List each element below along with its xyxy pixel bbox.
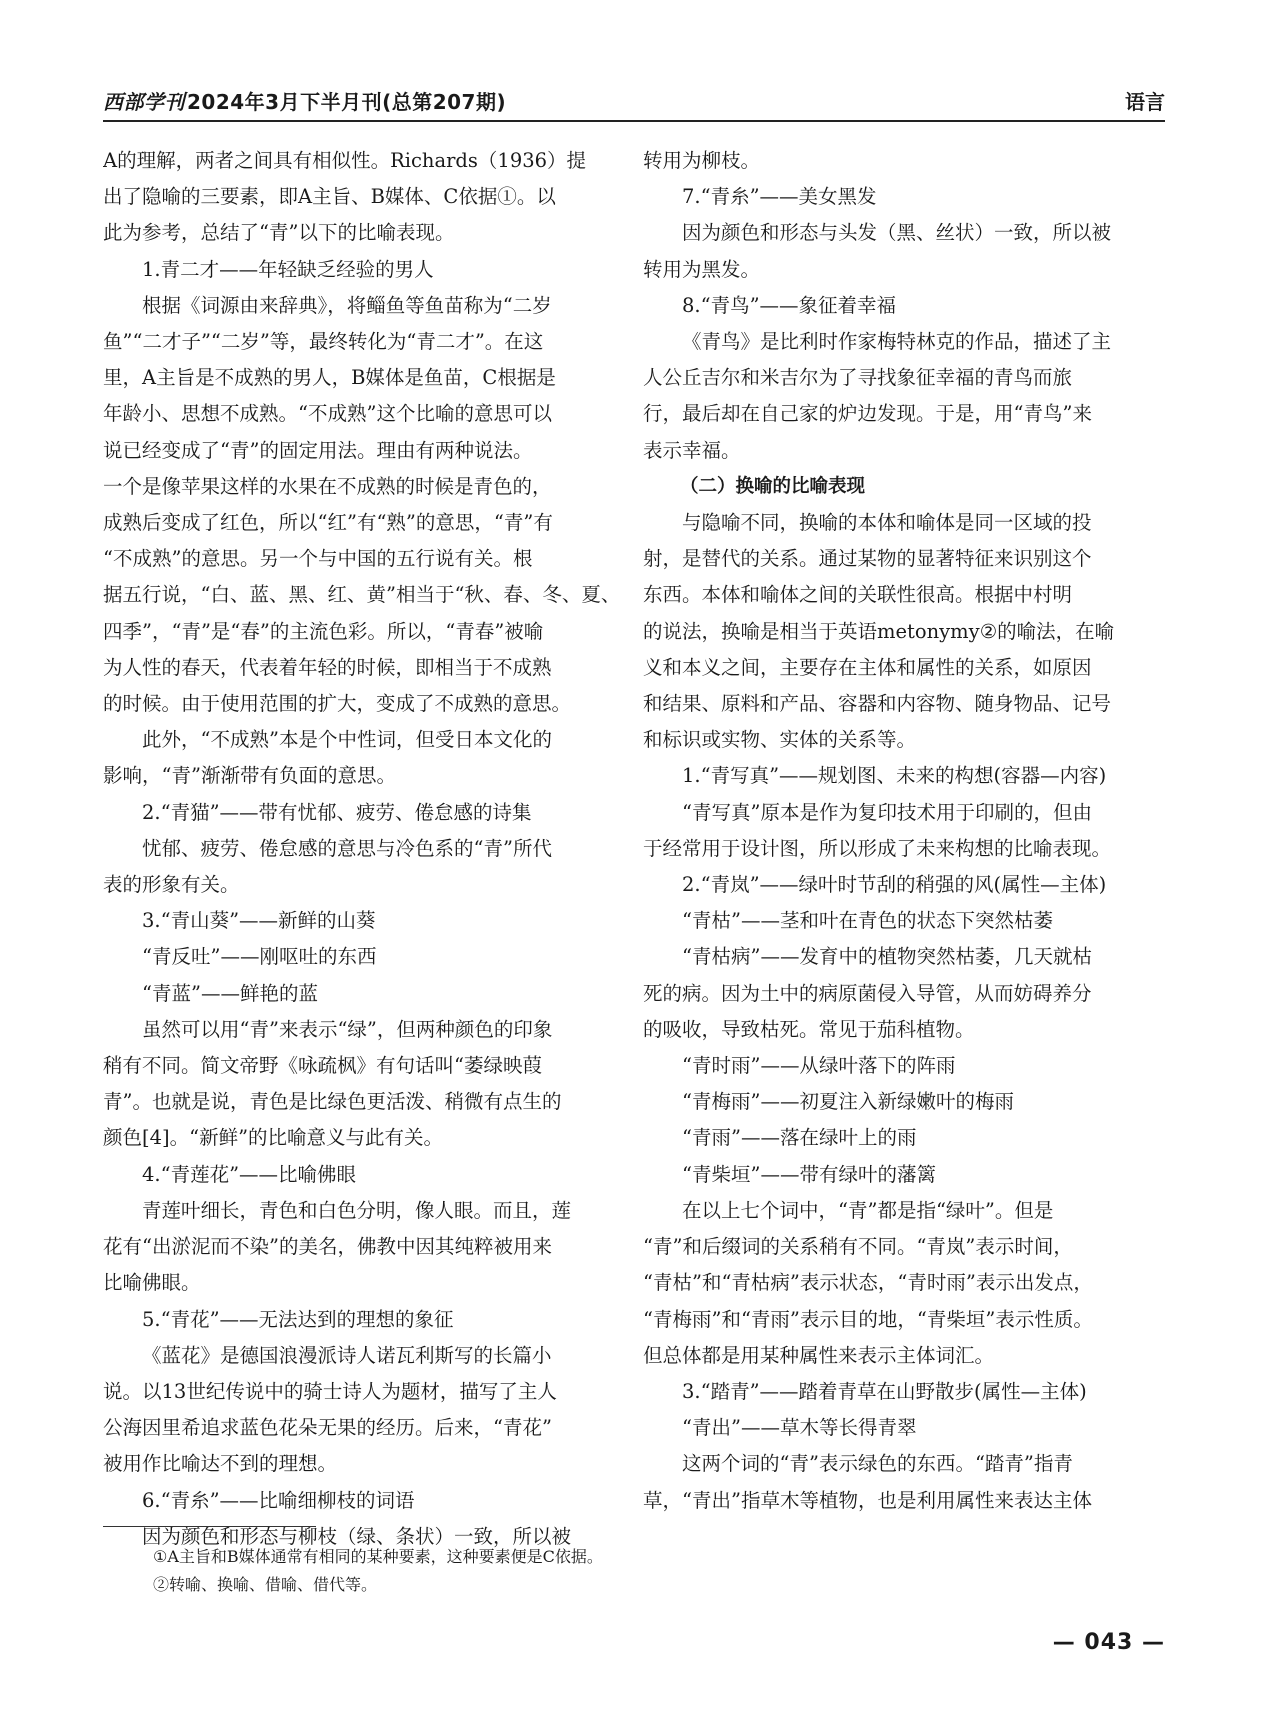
text-line: 表的形象有关。 <box>103 873 240 897</box>
text-line: 人公丘吉尔和米吉尔为了寻找象征幸福的青鸟而旅 <box>643 366 1073 390</box>
text-line: 鱼”“二才子”“二岁”等，最终转化为“青二才”。在这 <box>103 330 544 354</box>
text-line: “青反吐”——刚呕吐的东西 <box>142 945 377 969</box>
text-line: 为人性的春天，代表着年轻的时候，即相当于不成熟 <box>103 655 552 679</box>
text-line: 被用作比喻达不到的理想。 <box>103 1452 338 1476</box>
text-line: “青时雨”——从绿叶落下的阵雨 <box>682 1054 956 1078</box>
running-header <box>103 86 1165 122</box>
text-line: “青枯”和“青枯病”表示状态，“青时雨”表示出发点， <box>643 1271 1093 1295</box>
text-line: 的吸收，导致枯死。常见于茄科植物。 <box>643 1017 975 1041</box>
text-line: 颜色[4]。“新鲜”的比喻意义与此有关。 <box>103 1126 444 1150</box>
text-line: “青”和后缀词的关系稍有不同。“青岚”表示时间， <box>643 1235 1073 1259</box>
text-line: 2.“青岚”——绿叶时节刮的稍强的风(属性—主体) <box>682 873 1107 897</box>
text-line: “青雨”——落在绿叶上的雨 <box>682 1126 917 1150</box>
text-line: 花有“出淤泥而不染”的美名，佛教中因其纯粹被用来 <box>103 1235 552 1259</box>
text-line: “青写真”原本是作为复印技术用于印刷的，但由 <box>682 800 1092 824</box>
text-line: 在以上七个词中，“青”都是指“绿叶”。但是 <box>682 1198 1054 1222</box>
text-line: 4.“青莲花”——比喻佛眼 <box>142 1162 357 1186</box>
text-line: 表示幸福。 <box>643 438 741 462</box>
text-line: 据五行说，“白、蓝、黑、红、黄”相当于“秋、春、冬、夏、 <box>103 583 621 607</box>
text-line: 成熟后变成了红色，所以“红”有“熟”的意思，“青”有 <box>103 511 553 535</box>
text-line: 3.“青山葵”——新鲜的山葵 <box>142 909 376 933</box>
text-line: “青枯病”——发育中的植物突然枯萎，几天就枯 <box>682 945 1092 969</box>
text-line: （二）换喻的比喻表现 <box>680 475 866 497</box>
text-line: 里，A主旨是不成熟的男人，B媒体是鱼苗，C根据是 <box>103 366 556 390</box>
text-line: 青莲叶细长，青色和白色分明，像人眼。而且，莲 <box>142 1198 572 1222</box>
text-line: “青出”——草木等长得青翠 <box>682 1416 917 1440</box>
text-line: 此外，“不成熟”本是个中性词，但受日本文化的 <box>142 728 552 752</box>
text-line: 这两个词的“青”表示绿色的东西。“踏青”指青 <box>682 1452 1073 1476</box>
text-line: 青”。也就是说，青色是比绿色更活泼、稍微有点生的 <box>103 1090 562 1114</box>
text-line: 7.“青糸”——美女黑发 <box>682 185 877 209</box>
page-number: — 043 — <box>1052 1630 1165 1655</box>
journal-title <box>103 86 506 115</box>
text-line: 稍有不同。简文帝野《咏疏枫》有句话叫“萎绿映葭 <box>103 1054 542 1078</box>
text-line: 说。以13世纪传说中的骑士诗人为题材，描写了主人 <box>103 1379 557 1403</box>
text-line: “不成熟”的意思。另一个与中国的五行说有关。根 <box>103 547 533 571</box>
right-column <box>643 143 1166 1519</box>
text-line: 1.“青写真”——规划图、未来的构想(容器—内容) <box>682 764 1107 788</box>
text-line: 1.青二才——年轻缺乏经验的男人 <box>142 257 434 281</box>
text-line: 《青鸟》是比利时作家梅特林克的作品，描述了主 <box>682 330 1112 354</box>
section-label: 语言 <box>1125 90 1165 114</box>
footnotes <box>153 1543 603 1599</box>
text-line: 5.“青花”——无法达到的理想的象征 <box>142 1307 454 1331</box>
text-line: 行，最后却在自己家的炉边发现。于是，用“青鸟”来 <box>643 402 1092 426</box>
text-line: “青蓝”——鲜艳的蓝 <box>142 981 318 1005</box>
text-line: 与隐喻不同，换喻的本体和喻体是同一区域的投 <box>682 511 1092 535</box>
text-line: “青枯”——茎和叶在青色的状态下突然枯萎 <box>682 909 1053 933</box>
text-line: 6.“青糸”——比喻细柳枝的词语 <box>142 1488 415 1512</box>
text-line: “青梅雨”——初夏注入新绿嫩叶的梅雨 <box>682 1090 1014 1114</box>
text-line: 一个是像苹果这样的水果在不成熟的时候是青色的， <box>103 474 552 498</box>
text-line: 的说法，换喻是相当于英语metonymy②的喻法，在喻 <box>643 619 1115 643</box>
text-line: 《蓝花》是德国浪漫派诗人诺瓦利斯写的长篇小 <box>142 1343 552 1367</box>
text-line: 和结果、原料和产品、容器和内容物、随身物品、记号 <box>643 692 1112 716</box>
text-line: 于经常用于设计图，所以形成了未来构想的比喻表现。 <box>643 836 1112 860</box>
text-line: 但总体都是用某种属性来表示主体词汇。 <box>643 1343 995 1367</box>
text-line: 影响，“青”渐渐带有负面的意思。 <box>103 764 396 788</box>
text-line: 说已经变成了“青”的固定用法。理由有两种说法。 <box>103 438 533 462</box>
journal-logo: 西部学刊 <box>103 90 185 114</box>
text-line: 义和本义之间，主要存在主体和属性的关系，如原因 <box>643 655 1092 679</box>
text-line: 因为颜色和形态与头发（黑、丝状）一致，所以被 <box>682 221 1112 245</box>
text-line: 四季”，“青”是“春”的主流色彩。所以，“青春”被喻 <box>103 619 544 643</box>
left-column <box>103 143 626 1555</box>
text-line: 和标识或实物、实体的关系等。 <box>643 728 917 752</box>
text-line: 出了隐喻的三要素，即A主旨、B媒体、C依据①。以 <box>103 185 556 209</box>
text-line: 此为参考，总结了“青”以下的比喻表现。 <box>103 221 455 245</box>
text-line: 年龄小、思想不成熟。“不成熟”这个比喻的意思可以 <box>103 402 552 426</box>
footnote-1: ①A主旨和B媒体通常有相同的某种要素，这种要素便是C依据。 <box>153 1547 603 1566</box>
text-line: 公海因里希追求蓝色花朵无果的经历。后来，“青花” <box>103 1416 552 1440</box>
text-line: “青柴垣”——带有绿叶的藩篱 <box>682 1162 936 1186</box>
text-line: 8.“青鸟”——象征着幸福 <box>682 293 897 317</box>
text-line: 草，“青出”指草木等植物，也是利用属性来表达主体 <box>643 1488 1092 1512</box>
text-line: 转用为黑发。 <box>643 257 761 281</box>
text-line: 转用为柳枝。 <box>643 149 761 172</box>
text-line: A的理解，两者之间具有相似性。Richards（1936）提 <box>103 149 587 172</box>
text-line: 虽然可以用“青”来表示“绿”，但两种颜色的印象 <box>142 1017 553 1041</box>
footnote-divider <box>103 1526 316 1527</box>
text-line: 东西。本体和喻体之间的关联性很高。根据中村明 <box>643 583 1073 607</box>
text-line: 比喻佛眼。 <box>103 1271 201 1295</box>
text-line: “青梅雨”和“青雨”表示目的地，“青柴垣”表示性质。 <box>643 1307 1093 1331</box>
text-line: 根据《词源由来辞典》，将鲻鱼等鱼苗称为“二岁 <box>142 293 552 317</box>
text-line: 3.“踏青”——踏着青草在山野散步(属性—主体) <box>682 1379 1087 1403</box>
text-line: 的时候。由于使用范围的扩大，变成了不成熟的意思。 <box>103 692 572 716</box>
text-line: 射，是替代的关系。通过某物的显著特征来识别这个 <box>643 547 1092 571</box>
journal-issue: 2024年3月下半月刊(总第207期) <box>187 90 507 114</box>
text-line: 死的病。因为土中的病原菌侵入导管，从而妨碍养分 <box>643 981 1092 1005</box>
footnote-2: ②转喻、换喻、借喻、借代等。 <box>153 1575 378 1594</box>
text-line: 因为颜色和形态与柳枝（绿、条状）一致，所以被 <box>142 1524 572 1548</box>
text-line: 忧郁、疲劳、倦怠感的意思与冷色系的“青”所代 <box>142 836 552 860</box>
text-line: 2.“青猫”——带有忧郁、疲劳、倦怠感的诗集 <box>142 800 532 824</box>
